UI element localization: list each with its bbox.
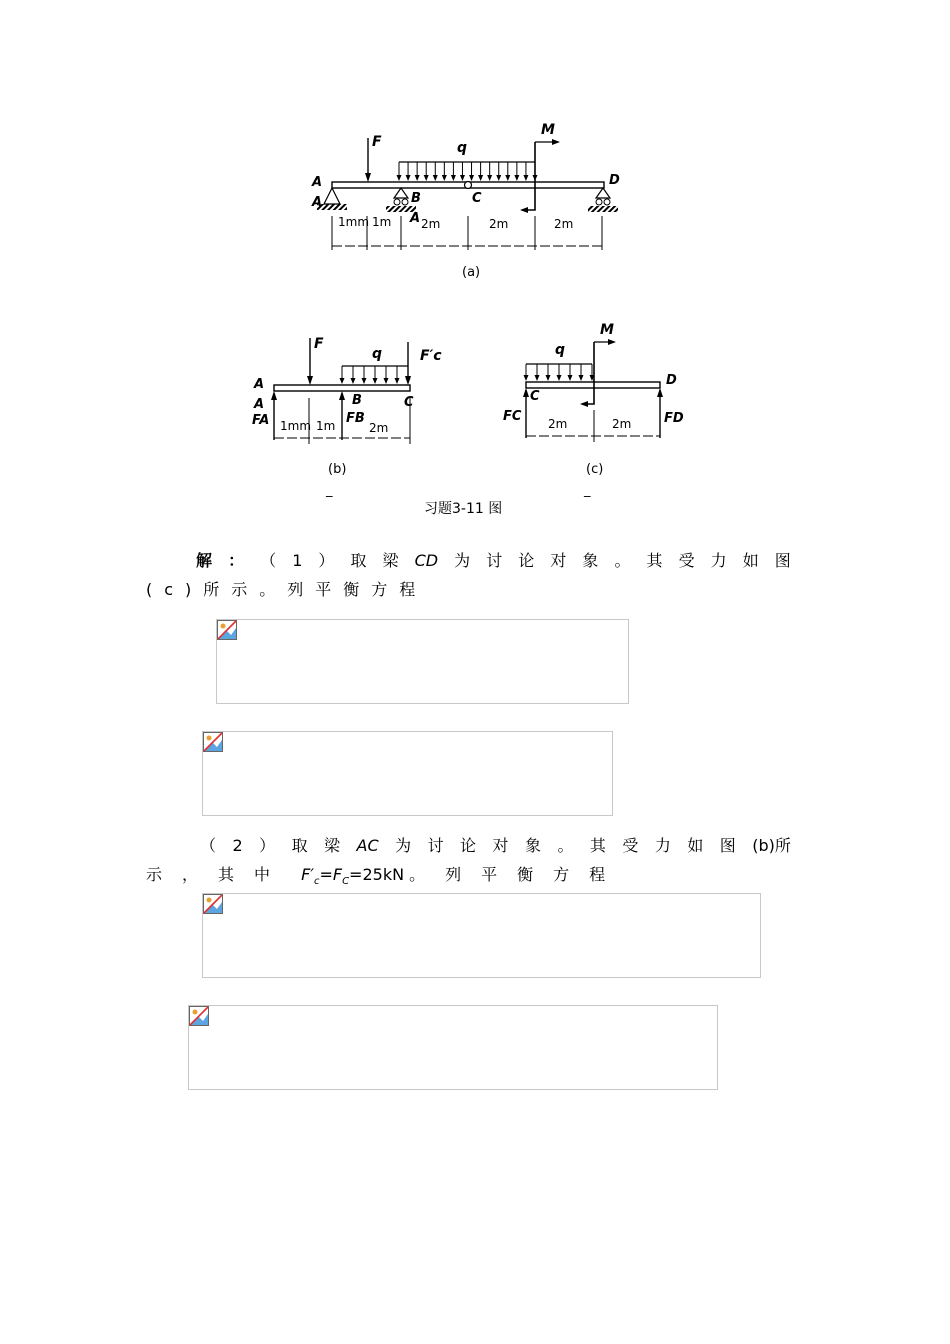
label-m: M <box>541 122 555 138</box>
equation-image-3 <box>202 893 761 978</box>
load-arrowhead <box>487 175 492 181</box>
load-arrowhead <box>397 175 402 181</box>
label-c-c: C <box>530 389 540 404</box>
distributed-load-q-c <box>524 364 595 381</box>
label-b: B <box>411 191 421 206</box>
load-arrowhead <box>496 175 501 181</box>
load-arrowhead <box>451 175 456 181</box>
load-arrowhead <box>568 375 573 381</box>
load-arrowhead <box>384 378 389 384</box>
load-arrowhead <box>351 378 356 384</box>
label-c-d: D <box>666 373 677 388</box>
label-b-q: q <box>372 346 383 362</box>
step1-prefix: （ <box>260 551 277 570</box>
label-b-f: F <box>314 336 324 352</box>
label-f: F <box>372 134 382 150</box>
load-arrowhead <box>424 175 429 181</box>
panel-b-label: (b) <box>328 462 347 477</box>
panel-c-dash: _ <box>584 483 591 498</box>
distributed-load-q-b <box>340 366 411 384</box>
load-arrowhead <box>546 375 551 381</box>
hinge-c <box>465 182 472 189</box>
label-c-q: q <box>555 342 566 358</box>
label-c-m: M <box>600 322 614 338</box>
dimension-lines-c <box>526 410 660 442</box>
force-fb-arrow <box>339 391 345 440</box>
solution-step2-line2: 示，其中 $F'_c=F_C=25kN$ 。列平衡方程 <box>146 865 626 888</box>
broken-image-icon <box>203 894 223 914</box>
label-a-3: A <box>410 211 421 226</box>
roller-support-d <box>588 188 618 212</box>
figure-a <box>300 118 630 283</box>
label-c: C <box>472 191 482 206</box>
load-arrowhead <box>395 378 400 384</box>
label-q: q <box>457 140 468 156</box>
label-b-fc-prime: F′c <box>420 348 442 364</box>
load-arrowhead <box>557 375 562 381</box>
label-a-1: A <box>312 175 323 190</box>
force-f-arrow-b <box>307 338 313 385</box>
load-arrowhead <box>514 175 519 181</box>
label-a-2: A <box>312 195 323 210</box>
figure-caption: 习题3-11 图 <box>424 501 503 517</box>
load-arrowhead <box>460 175 465 181</box>
load-arrowhead <box>579 375 584 381</box>
dim-b-2: 1m <box>316 419 336 433</box>
panel-a-label: (a) <box>462 265 481 280</box>
dim-1: 1mm <box>338 215 370 229</box>
load-arrowhead <box>406 175 411 181</box>
broken-image-icon <box>217 620 237 640</box>
load-arrowhead <box>505 175 510 181</box>
dim-c-1: 2m <box>548 417 568 431</box>
solution-head: 解 <box>196 551 213 570</box>
distributed-load-q <box>397 162 538 181</box>
step1-rest: 为 <box>454 551 471 570</box>
label-fa: FA <box>252 413 270 428</box>
label-d: D <box>609 173 620 188</box>
label-b-a2: A <box>254 397 265 412</box>
load-arrowhead <box>478 175 483 181</box>
step2-prefix: （ <box>200 836 217 855</box>
load-arrowhead <box>469 175 474 181</box>
label-fb: FB <box>346 411 365 426</box>
solution-step1-line2: (c)所示。列平衡方程 <box>146 580 428 599</box>
dim-c-2: 2m <box>612 417 632 431</box>
solution-colon: ： <box>228 551 245 570</box>
load-arrowhead <box>523 175 528 181</box>
broken-image-icon <box>203 732 223 752</box>
panel-b-dash: _ <box>326 483 333 498</box>
load-arrowhead <box>373 378 378 384</box>
load-arrowhead <box>442 175 447 181</box>
dim-2: 1m <box>372 215 392 229</box>
label-fd: FD <box>664 411 684 426</box>
equation-image-4 <box>188 1005 718 1090</box>
moment-m-c <box>580 339 616 407</box>
force-fc-arrow <box>523 388 529 438</box>
load-arrowhead <box>415 175 420 181</box>
dim-b-3: 2m <box>369 421 389 435</box>
equation-image-2 <box>202 731 613 816</box>
step2-fig: (b)所 <box>752 836 791 855</box>
force-fc-prime-arrow <box>405 342 411 385</box>
figure-c <box>498 320 708 500</box>
dim-b-1: 1mm <box>280 419 312 433</box>
load-arrowhead <box>362 378 367 384</box>
force-fd-arrow <box>657 388 663 438</box>
step1-beam: CD <box>414 551 439 570</box>
figure-b <box>248 330 448 500</box>
label-fc: FC <box>503 409 522 424</box>
dim-3: 2m <box>421 217 441 231</box>
label-b-b: B <box>352 393 362 408</box>
step2-rest: 为 <box>395 836 412 855</box>
solution-step2-line1: （ 2 ） 取 梁 AC 为 讨 论 对 象 。 其 受 力 如 图 (b)所 <box>200 833 791 856</box>
step2-beam: AC <box>356 836 379 855</box>
load-arrowhead <box>535 375 540 381</box>
load-arrowhead <box>433 175 438 181</box>
force-fa-arrow <box>271 391 277 440</box>
force-f-arrow <box>365 138 371 182</box>
dim-4: 2m <box>489 217 509 231</box>
load-arrowhead <box>524 375 529 381</box>
solution-step1-line1: 解 ： （ 1 ） 取 梁 CD 为 讨 论 对 象 。 其 受 力 如 图 <box>196 548 791 571</box>
beam-ac-b <box>274 385 410 391</box>
label-b-c: C <box>404 395 414 410</box>
load-arrowhead <box>340 378 345 384</box>
dim-5: 2m <box>554 217 574 231</box>
equation-image-1 <box>216 619 629 704</box>
broken-image-icon <box>189 1006 209 1026</box>
beam-cd <box>526 382 660 388</box>
label-b-a1: A <box>254 377 265 392</box>
panel-c-label: (c) <box>586 462 604 477</box>
